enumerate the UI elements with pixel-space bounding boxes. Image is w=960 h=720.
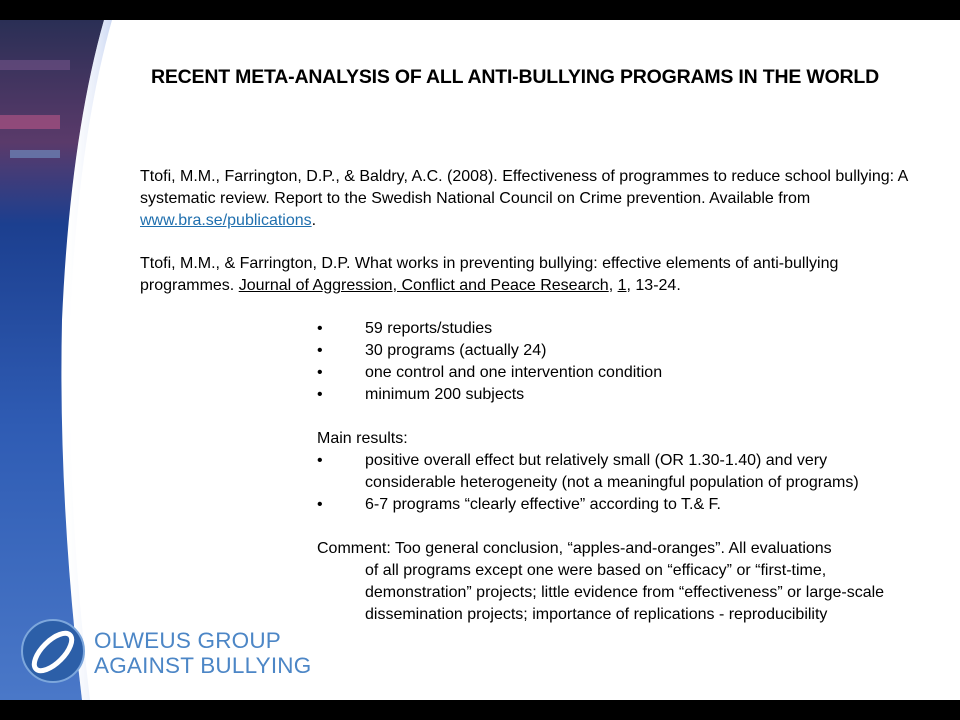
- criteria-text: 30 programs (actually 24): [365, 342, 547, 359]
- slide-title: RECENT META-ANALYSIS OF ALL ANTI-BULLYING PROGRAMS IN THE WORLD: [150, 66, 880, 88]
- summary-block: [317, 318, 917, 626]
- logo-text: [94, 628, 311, 678]
- comment-first-line: Comment: Too general conclusion, “apples-and-oranges”. All evaluations: [317, 540, 832, 557]
- journal-volume: 1: [617, 277, 627, 294]
- reference-2-separator: ,: [608, 277, 618, 294]
- criteria-text: 59 reports/studies: [365, 320, 493, 337]
- bullet: •: [317, 452, 323, 469]
- reference-2-pages: , 13-24.: [626, 277, 681, 294]
- spacer: [317, 406, 917, 428]
- bullet: •: [317, 320, 323, 337]
- criteria-item: [317, 340, 917, 362]
- decorative-side-panel: [0, 20, 140, 700]
- reference-1-end: .: [311, 212, 317, 229]
- reference-1: [140, 166, 910, 232]
- logo-line-2: AGAINST BULLYING: [94, 653, 312, 678]
- logo-line-1: OLWEUS GROUP: [94, 628, 282, 653]
- criteria-item: [317, 318, 917, 340]
- result-text: 6-7 programs “clearly effective” according to T.& F.: [365, 496, 721, 513]
- criteria-text: minimum 200 subjects: [365, 386, 525, 403]
- journal-title: Journal of Aggression, Conflict and Peace Research: [238, 277, 609, 294]
- bullet: •: [317, 496, 323, 513]
- result-text: positive overall effect but relatively small (OR 1.30-1.40) and very considerable heterogeneity (not a meaningful population of programs): [365, 452, 859, 491]
- spacer: [317, 516, 917, 538]
- main-results-heading: Main results:: [317, 430, 408, 447]
- criteria-item: [317, 362, 917, 384]
- criteria-text: one control and one intervention condition: [365, 364, 663, 381]
- reference-2: [140, 253, 910, 297]
- result-item: [317, 494, 917, 516]
- bullet: •: [317, 342, 323, 359]
- result-item: [317, 450, 917, 494]
- reference-2-text: Ttofi, M.M., & Farrington, D.P. What works in preventing bullying: effective elements of anti-bullying programmes.: [140, 255, 839, 294]
- bullet: •: [317, 364, 323, 381]
- olweus-logo: [20, 618, 340, 688]
- reference-1-text: Ttofi, M.M., Farrington, D.P., & Baldry, A.C. (2008). Effectiveness of programmes to reduce school bullying: A systematic review. Report to the Swedish National Council on Crime prevention. Available from: [140, 168, 908, 207]
- slide: [0, 20, 960, 700]
- criteria-item: [317, 384, 917, 406]
- comment-continuation: of all programs except one were based on “efficacy” or “first-time, demonstration” projects; little evidence from “effectiveness” or large-scale dissemination projects; importance of replications - reproducibility: [365, 562, 885, 623]
- olweus-globe-icon: [20, 618, 86, 684]
- bullet: •: [317, 386, 323, 403]
- bra-publications-link[interactable]: www.bra.se/publications: [140, 212, 312, 229]
